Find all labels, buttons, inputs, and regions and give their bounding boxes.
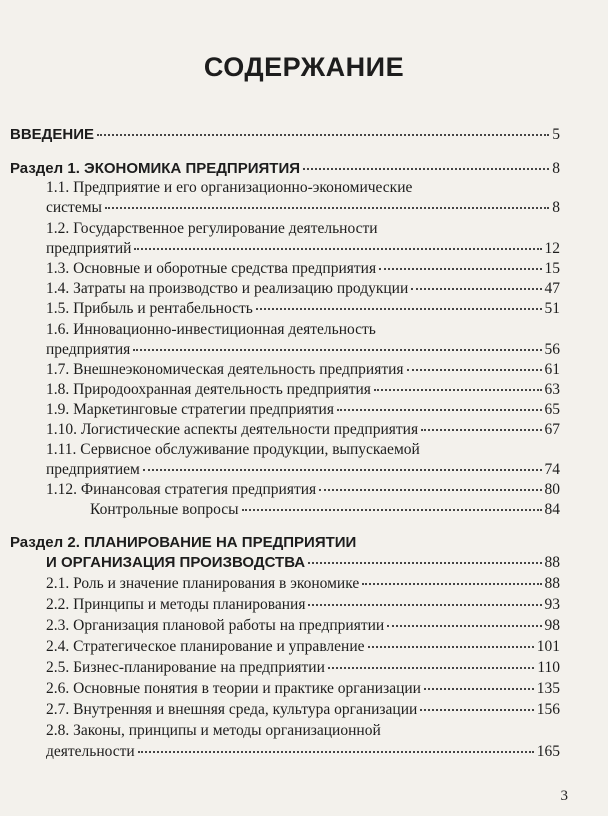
toc-entry-text: предприятия: [46, 341, 131, 358]
toc-entry[interactable]: [46, 659, 560, 677]
toc-entry[interactable]: [46, 638, 560, 656]
toc-entry[interactable]: [46, 341, 560, 359]
leader-dots: [97, 134, 549, 136]
toc-page-number: 135: [536, 680, 560, 697]
toc-page-number: 88: [544, 575, 560, 592]
toc-entry-text: предприятий: [46, 240, 132, 257]
toc-entry[interactable]: [46, 260, 560, 278]
leader-dots: [105, 207, 549, 209]
leader-dots: [242, 509, 542, 511]
toc-page-number: 56: [544, 341, 560, 358]
toc-entry-text: предприятием: [46, 461, 140, 478]
toc-page-number: 156: [536, 701, 560, 718]
toc-page-number: 8: [552, 199, 560, 216]
leader-dots: [421, 429, 541, 431]
leader-dots: [379, 268, 541, 270]
toc-entry-text: ВВЕДЕНИЕ: [10, 126, 94, 143]
toc-entry[interactable]: [46, 401, 560, 419]
leader-dots: [133, 349, 541, 351]
toc-page-number: 80: [544, 481, 560, 498]
leader-dots: [420, 709, 533, 711]
toc-entry[interactable]: [46, 199, 560, 217]
toc-entry-text: 2.3. Организация плановой работы на предприятии: [46, 617, 385, 634]
toc-entry[interactable]: [46, 461, 560, 479]
toc-page-number: 8: [552, 160, 560, 177]
toc-entry-line: 1.6. Инновационно-инвестиционная деятельность: [46, 321, 376, 338]
toc-section-title: Раздел 1. ЭКОНОМИКА ПРЕДПРИЯТИЯ: [10, 160, 301, 177]
leader-dots: [303, 168, 549, 170]
leader-dots: [134, 248, 541, 250]
toc-section-title-line: Раздел 2. ПЛАНИРОВАНИЕ НА ПРЕДПРИЯТИИ: [10, 534, 357, 551]
leader-dots: [374, 389, 542, 391]
toc-section-title: И ОРГАНИЗАЦИЯ ПРОИЗВОДСТВА: [46, 554, 306, 571]
leader-dots: [308, 604, 541, 606]
toc-entry[interactable]: [46, 596, 560, 614]
leader-dots: [319, 489, 541, 491]
toc-entry-text: 2.6. Основные понятия в теории и практике организации: [46, 680, 421, 697]
toc-entry-text: 1.9. Маркетинговые стратегии предприятия: [46, 401, 334, 418]
toc-page-number: 15: [544, 260, 560, 277]
toc-entry[interactable]: [46, 280, 560, 298]
toc-entry[interactable]: [46, 240, 560, 258]
toc-page-number: 101: [536, 638, 560, 655]
toc-page-number: 98: [544, 617, 560, 634]
toc-page-number: 5: [552, 126, 560, 143]
toc-page-number: 84: [544, 501, 560, 518]
toc-entry-text: 2.4. Стратегическое планирование и управление: [46, 638, 365, 655]
leader-dots: [143, 469, 542, 471]
leader-dots: [362, 583, 541, 585]
toc-entry-text: 2.1. Роль и значение планирования в экономике: [46, 575, 360, 592]
toc-entry-intro[interactable]: [10, 126, 560, 144]
toc-entry[interactable]: [46, 381, 560, 399]
leader-dots: [407, 369, 542, 371]
leader-dots: [138, 751, 534, 753]
toc-entry[interactable]: [46, 701, 560, 719]
toc-entry[interactable]: [46, 575, 560, 593]
toc-entry[interactable]: [46, 617, 560, 635]
toc-page-number: 47: [544, 280, 560, 297]
toc-entry[interactable]: [46, 300, 560, 318]
leader-dots: [256, 308, 542, 310]
toc-entry-text: 2.2. Принципы и методы планирования: [46, 596, 306, 613]
toc-entry-text: деятельности: [46, 743, 135, 760]
toc-entry[interactable]: [46, 680, 560, 698]
toc-entry-text: 1.12. Финансовая стратегия предприятия: [46, 481, 317, 498]
leader-dots: [337, 409, 542, 411]
page-title: СОДЕРЖАНИЕ: [203, 52, 405, 82]
toc-entry-text: 1.4. Затраты на производство и реализацию продукции: [46, 280, 409, 297]
toc-entry-line: 1.11. Сервисное обслуживание продукции, выпускаемой: [46, 441, 420, 458]
toc-entry-text: 1.8. Природоохранная деятельность предприятия: [46, 381, 371, 398]
toc-entry-line: 1.1. Предприятие и его организационно-экономические: [46, 179, 413, 196]
leader-dots: [308, 562, 541, 564]
toc-page-number: 67: [544, 421, 560, 438]
toc-entry-line: 2.8. Законы, принципы и методы организационной: [46, 722, 381, 739]
toc-entry-text: 1.3. Основные и оборотные средства предприятия: [46, 260, 377, 277]
leader-dots: [328, 667, 534, 669]
toc-entry-text: системы: [46, 199, 102, 216]
toc-page-number: 61: [544, 361, 560, 378]
toc-section-2[interactable]: [46, 554, 560, 572]
leader-dots: [411, 288, 541, 290]
toc-page-number: 12: [544, 240, 560, 257]
toc-entry-line: 1.2. Государственное регулирование деятельности: [46, 220, 378, 237]
toc-page-number: 63: [544, 381, 560, 398]
toc-page-number: 51: [544, 300, 560, 317]
toc-page-number: 74: [544, 461, 560, 478]
toc-entry-review-questions[interactable]: [90, 501, 560, 519]
toc-entry[interactable]: [46, 481, 560, 499]
toc-section-1[interactable]: [10, 160, 560, 178]
leader-dots: [368, 646, 534, 648]
leader-dots: [424, 688, 534, 690]
toc-entry-text: 1.7. Внешнеэкономическая деятельность предприятия: [46, 361, 404, 378]
toc-page-number: 110: [537, 659, 560, 676]
toc-entry-text: 2.7. Внутренняя и внешняя среда, культура организации: [46, 701, 418, 718]
leader-dots: [387, 625, 541, 627]
toc-entry[interactable]: [46, 361, 560, 379]
toc-entry[interactable]: [46, 743, 560, 761]
toc-page-number: 165: [536, 743, 560, 760]
toc-entry-text: 1.10. Логистические аспекты деятельности предприятия: [46, 421, 419, 438]
toc-entry-text: 1.5. Прибыль и рентабельность: [46, 300, 253, 317]
toc-page-number: 65: [544, 401, 560, 418]
toc-entry-text: 2.5. Бизнес-планирование на предприятии: [46, 659, 325, 676]
toc-entry[interactable]: [46, 421, 560, 439]
toc-page-number: 88: [544, 554, 560, 571]
toc-entry-text: Контрольные вопросы: [90, 501, 239, 518]
toc-page-number: 93: [544, 596, 560, 613]
page-number: 3: [560, 788, 568, 804]
